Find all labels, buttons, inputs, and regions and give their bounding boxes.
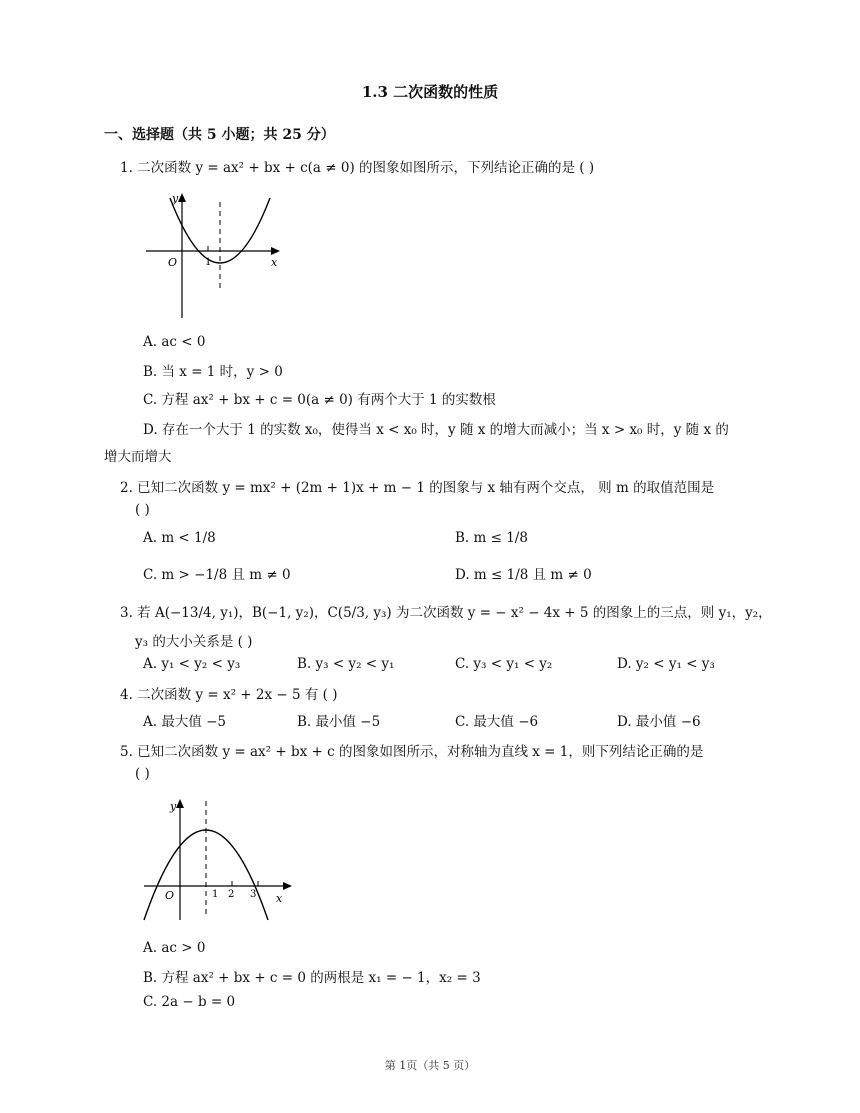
- q2-option-d: D. m ≤ 1/8 且 m ≠ 0: [455, 567, 592, 583]
- q5-tick-2-label: 2: [228, 889, 235, 900]
- q4-option-d: D. 最小值 −6: [617, 714, 701, 730]
- q1-y-arrow-icon: [178, 193, 186, 202]
- page-footer: 第 1页（共 5 页）: [384, 1059, 476, 1072]
- q2-option-c: C. m > −1/8 且 m ≠ 0: [143, 567, 291, 583]
- q1-option-d-continued: 增大而增大: [104, 449, 172, 465]
- q2-option-a: A. m < 1/8: [143, 530, 216, 546]
- q5-option-b: B. 方程 ax² + bx + c = 0 的两根是 x₁ = − 1，x₂ = 3: [143, 970, 481, 986]
- q1-stem: 1. 二次函数 y = ax² + bx + c(a ≠ 0) 的图象如图所示，下列结论正确的是 ( ): [120, 160, 595, 176]
- q1-graph: [140, 188, 290, 323]
- q2-stem-continued: ( ): [135, 502, 150, 518]
- q2-stem: 2. 已知二次函数 y = mx² + (2m + 1)x + m − 1 的图象与 x 轴有两个交点， 则 m 的取值范围是: [120, 480, 715, 496]
- q3-option-c: C. y₃ < y₁ < y₂: [455, 656, 553, 672]
- section-heading: 一、选择题（共 5 小题；共 25 分）: [104, 127, 335, 143]
- q1-option-d: D. 存在一个大于 1 的实数 x₀，使得当 x < x₀ 时，y 随 x 的增大而减小；当 x > x₀ 时，y 随 x 的: [143, 422, 729, 438]
- q5-graph: [140, 796, 300, 921]
- q5-x-arrow-icon: [283, 882, 292, 890]
- q1-origin-label: O: [168, 256, 178, 269]
- q1-option-a: A. ac < 0: [143, 334, 206, 350]
- q5-option-a: A. ac > 0: [143, 940, 206, 956]
- q4-option-c: C. 最大值 −6: [455, 714, 539, 730]
- q1-tick-1-label: 1: [205, 257, 212, 268]
- q5-y-arrow-icon: [176, 799, 184, 808]
- q4-option-b: B. 最小值 −5: [297, 714, 381, 730]
- q3-option-d: D. y₂ < y₁ < y₃: [617, 656, 715, 672]
- q2-option-b: B. m ≤ 1/8: [455, 530, 528, 546]
- q5-y-label: y: [170, 800, 177, 813]
- q1-x-arrow-icon: [271, 247, 280, 255]
- q5-tick-1-label: 1: [212, 889, 219, 900]
- q1-option-c: C. 方程 ax² + bx + c = 0(a ≠ 0) 有两个大于 1 的实数根: [143, 392, 496, 408]
- q3-option-b: B. y₃ < y₂ < y₁: [297, 656, 395, 672]
- q1-y-label: y: [172, 192, 179, 205]
- q5-stem: 5. 已知二次函数 y = ax² + bx + c 的图象如图所示，对称轴为直线 x = 1，则下列结论正确的是: [120, 744, 704, 760]
- q4-option-a: A. 最大值 −5: [143, 714, 227, 730]
- q5-option-c: C. 2a − b = 0: [143, 994, 236, 1010]
- page-title: 1.3 二次函数的性质: [361, 83, 499, 101]
- q1-option-b: B. 当 x = 1 时，y > 0: [143, 364, 283, 380]
- q3-stem-continued: y₃ 的大小关系是 ( ): [135, 634, 253, 650]
- q4-stem: 4. 二次函数 y = x² + 2x − 5 有 ( ): [120, 687, 338, 703]
- q3-stem: 3. 若 A(−13/4, y₁)，B(−1, y₂)，C(5/3, y₃) 为二次函数 y = − x² − 4x + 5 的图象上的三点，则 y₁，y₂，: [120, 605, 772, 621]
- q5-stem-continued: ( ): [135, 766, 150, 782]
- q5-tick-3-label: 3: [250, 889, 257, 900]
- q3-option-a: A. y₁ < y₂ < y₃: [143, 656, 241, 672]
- q1-x-label: x: [271, 256, 278, 269]
- q5-x-label: x: [276, 892, 283, 905]
- q5-origin-label: O: [165, 889, 175, 902]
